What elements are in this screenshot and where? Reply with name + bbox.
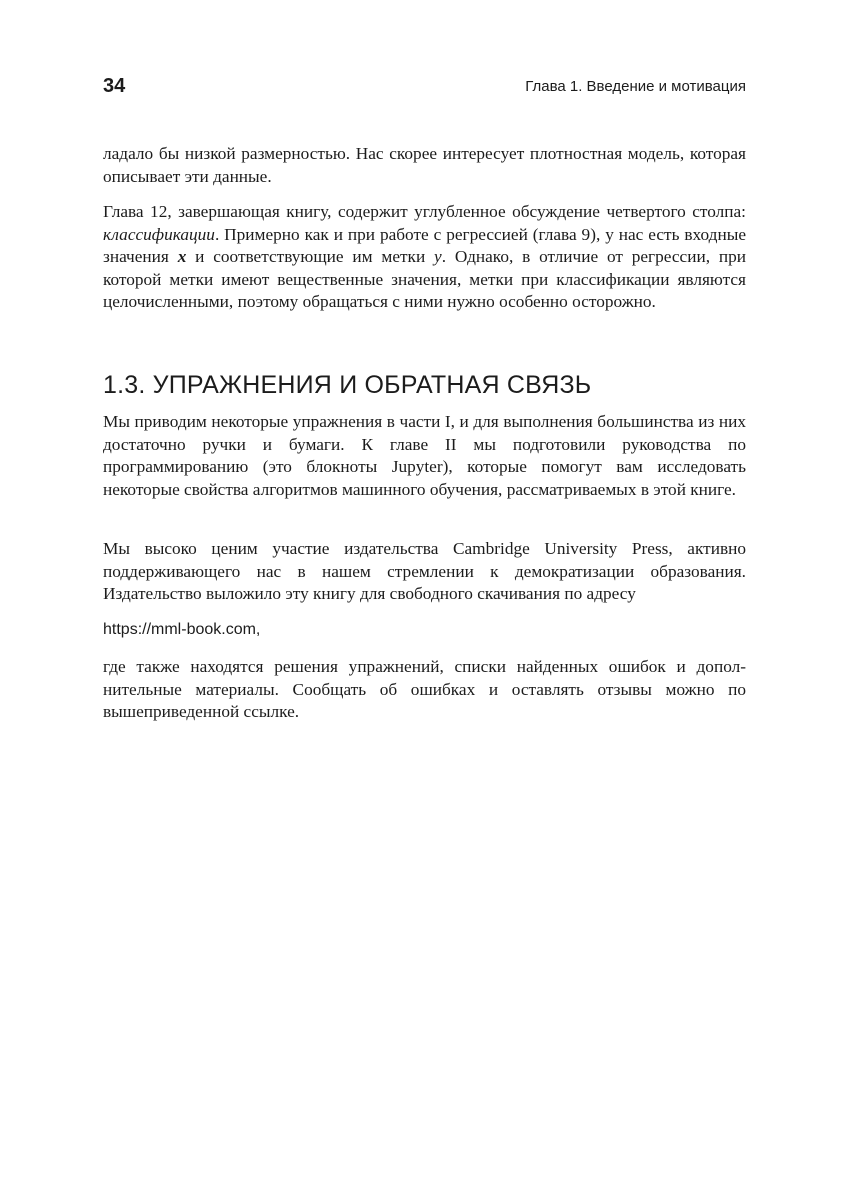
running-head xyxy=(103,73,746,101)
term-classification: классификации xyxy=(103,224,215,244)
math-y: y xyxy=(434,247,442,267)
paragraph-2-part-a: Глава 12, завершающая книгу, содержит углубленное обсуждение четвертого столпа: xyxy=(103,202,746,221)
paragraph-1: ладало бы низкой размерностью. Нас скорее интересует плотностная модель, которая описывает эти данные. xyxy=(103,144,746,186)
paragraph-2-part-d: . Однако, в отличие от регрессии, при которой метки имеют вещественные значения, метки при классификации являются целочисленными, поэтому обращаться с ними нужно особенно осторожно. xyxy=(103,247,746,312)
paragraph-4: Мы высоко ценим участие издательства Cambridge University Press, активно поддерживающего нас в нашем стремлении к демократизации образования. Издательство выложило эту книгу для свободного скачивания по адресу xyxy=(103,539,746,604)
paragraph-2-part-b: . Примерно как и при работе с регрессией (глава 9), у нас есть входные значения xyxy=(103,224,746,267)
paragraph-2 xyxy=(103,201,746,314)
chapter-title: Глава 1. Введение и мотивация xyxy=(525,78,746,95)
page-number: 34 xyxy=(103,75,126,97)
paragraph-5: где также находятся решения упражнений, списки найденных ошибок и дополнительные материалы. Сообщать об ошибках и оставлять отзывы можно по вышеприведенной ссылке. xyxy=(103,657,746,722)
math-x: x xyxy=(177,247,187,267)
paragraph-3: Мы приводим некоторые упражнения в части I, и для выполнения большинства из них достаточно ручки и бумаги. К главе II мы подготовили руководства по программированию (это блокноты Jupyter), которые помогут вам исследовать некоторые свойства алгоритмов машинного обучения, рассматриваемых в этой книге. xyxy=(103,412,746,499)
book-url-link[interactable]: https://mml-book.com, xyxy=(103,621,261,638)
paragraph-2-part-c: и соответствующие им метки xyxy=(186,247,435,267)
section-heading: 1.3. УПРАЖНЕНИЯ И ОБРАТНАЯ СВЯЗЬ xyxy=(103,371,592,399)
